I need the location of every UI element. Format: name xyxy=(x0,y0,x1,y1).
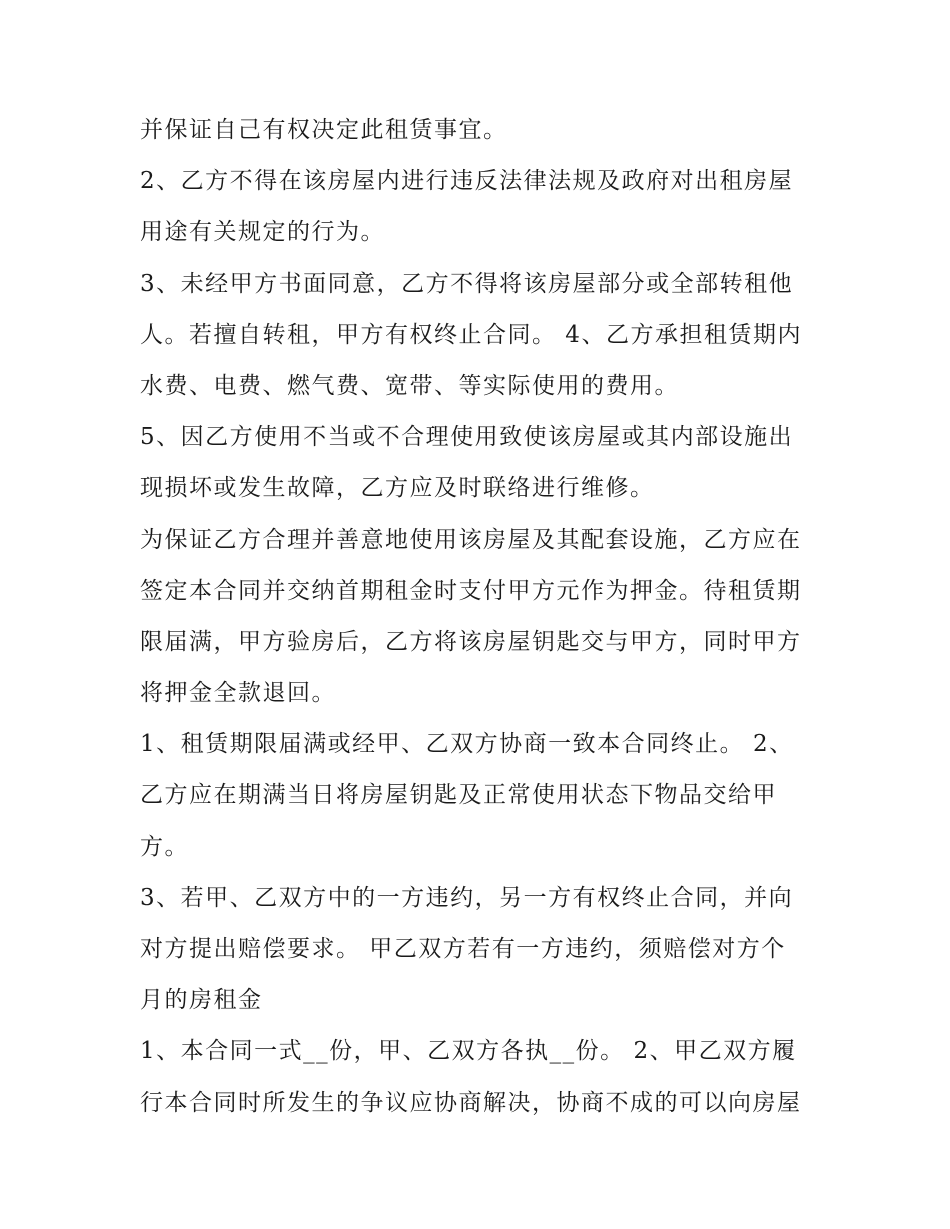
text-line: 5、因乙方使用不当或不合理使用致使该房屋或其内部设施出 xyxy=(140,424,794,451)
text-line: 签定本合同并交纳首期租金时支付甲方元作为押金。待租赁期 xyxy=(140,577,802,604)
text-line: 为保证乙方合理并善意地使用该房屋及其配套设施，乙方应在 xyxy=(140,526,802,553)
text-line: 3、未经甲方书面同意，乙方不得将该房屋部分或全部转租他 xyxy=(140,270,794,297)
text-line: 水费、电费、燃气费、宽带、等实际使用的费用。 xyxy=(140,372,679,399)
text-line: 将押金全款退回。 xyxy=(140,680,336,707)
contract-text-body xyxy=(140,105,830,1129)
text-line: 1、租赁期限届满或经甲、乙双方协商一致本合同终止。 2、 xyxy=(140,731,794,758)
text-line: 限届满，甲方验房后，乙方将该房屋钥匙交与甲方，同时甲方 xyxy=(140,628,802,655)
text-line: 并保证自己有权决定此租赁事宜。 xyxy=(140,117,508,143)
text-line: 行本合同时所发生的争议应协商解决，协商不成的可以向房屋 xyxy=(140,1089,802,1116)
text-line: 人。若擅自转租，甲方有权终止合同。 4、乙方承担租赁期内 xyxy=(140,321,802,348)
text-line: 2、乙方不得在该房屋内进行违反法律法规及政府对出租房屋 xyxy=(140,168,794,195)
text-line: 方。 xyxy=(140,833,189,860)
text-line: 乙方应在期满当日将房屋钥匙及正常使用状态下物品交给甲 xyxy=(140,782,777,809)
text-line: 对方提出赔偿要求。 甲乙双方若有一方违约，须赔偿对方个 xyxy=(140,936,786,962)
text-line: 用途有关规定的行为。 xyxy=(140,219,385,246)
text-line: 月的房租金 xyxy=(140,987,263,1014)
text-line: 现损坏或发生故障，乙方应及时联络进行维修。 xyxy=(140,475,655,502)
text-line: 1、本合同一式__份，甲、乙双方各执__份。 2、甲乙双方履 xyxy=(140,1038,797,1065)
text-line: 3、若甲、乙双方中的一方违约，另一方有权终止合同，并向 xyxy=(140,884,794,911)
